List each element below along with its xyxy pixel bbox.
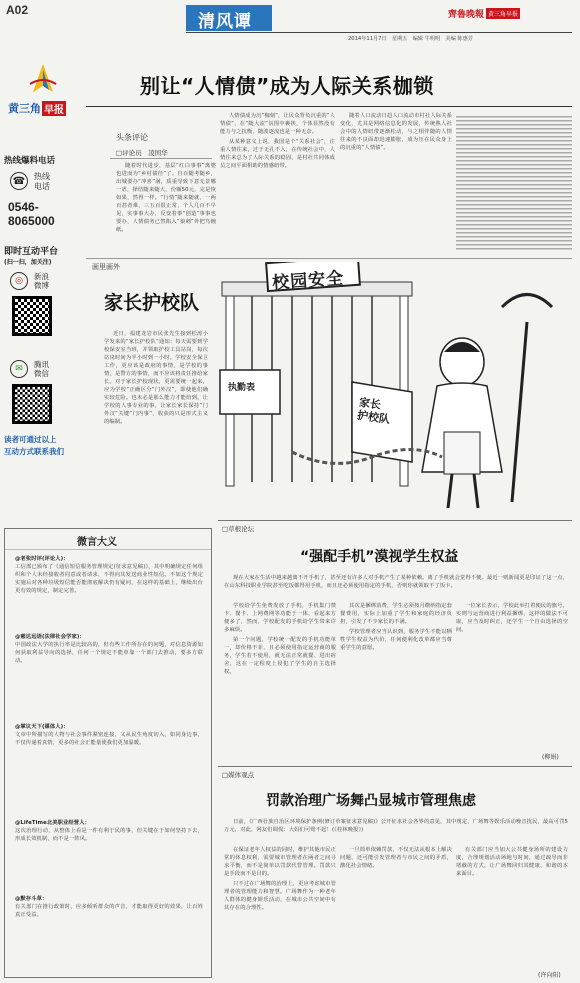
phone-icon: ☎ [10,172,28,190]
cartoon-illustration [212,262,572,512]
article3-p5: 有关部门应当加大公共健身场所的建设力度，合理规划活动场地与时间，通过疏导而非堵截的方式，让广场舞回归其健康、和谐的本来面目。 [456,847,568,877]
weibo-item-text: 文章中所描写的人物与社会事件紧密连接，又从民生角度切入，如同身边事，不仅传递着真情，更多的社会正能量使我们更加温暖。 [15,732,203,746]
weibo-item-text: 有关部门在推行政策时，应多倾听群众的声音，才能取得更好的效果，让百姓真正受益。 [15,904,203,918]
weibo-item-text: 工信部已颁布了《通信短信服务管理规定(征求意见稿)》，其中明确规定任何组织和个人未经接收者同意或者请求，不得向其发送商业性短信。不如这个规定实施后对各种垃圾短信能否能彻底解决仍有疑问，在这样的基础上，继续出台更有效的规定，制定完善。 [15,564,203,594]
interact-sub: (扫一扫，加关注) [4,259,52,266]
page-code: A02 [6,3,29,17]
wechat-label: 腾讯 微信 [34,360,49,378]
headline-rule [86,106,572,107]
wechat-qr-code[interactable] [12,384,52,424]
cartoon-gate-sign: 校园安全 [271,268,345,294]
main-article-p4: 随着人口流动日趋人口流动市村社人际关系变化，尤其是网络信息化的发展，传统熟人社会中的人情纽带逐渐松动，与之相伴随的人情往来的不良面却迅速膨胀，成为压在民众身上的沉重的“人情债”。 [340,113,452,151]
weibo-item-author: @老张时评(评论人)： [15,556,69,562]
phone-label: 热线 电话 [34,172,50,191]
weibo-item [15,555,203,633]
byline: □评论员 凌国华 [116,149,168,157]
header-rule [186,32,572,33]
article3-p1: 日前，《广西壮族自治区环境保护条例(修订草案征求意见稿)》公开征求社会各界的意见，其中规定，广场舞等娱乐活动噪音扰民，最高可罚5万元，对此，网友们调侃：大妈们可赔不起！(《桂林晚报》) [224,819,568,833]
weibo-item [15,723,203,819]
article2-p3: 第一个问题，学校统一配发的手机功能单一，却价格不菲，且必须使用指定运营商的服务，学生若不使用，就无法正常就餐、进出宿舍，这在一定程度上侵犯了学生的自主选择权。 [224,637,336,675]
article3-col1 [224,846,336,978]
logo-text [8,100,66,116]
feature-headline: 家长护校队 [104,292,200,314]
main-headline: 别让“人情债”成为人际关系枷锁 [140,74,434,98]
article2-col3 [456,602,568,752]
sidebar [4,62,82,462]
weibo-box [4,528,212,978]
logo-name: 黄三角 [8,102,41,115]
article2-lead [224,574,568,600]
hotline-title: 热线爆料电话 [4,156,56,166]
article2-p6: 一位家长表示，学校此举打着便民的旗号，实则与运营商进行利益捆绑，这样的做法不可取，应当及时纠正，还学生一个自由选择的空间。 [456,603,568,633]
feature-tag: 画里画外 [92,263,120,271]
article2-col1 [224,602,336,762]
weibo-item [15,819,203,895]
article3-top-rule [218,766,572,767]
article2-headline: “强配手机”漠视学生权益 [300,549,459,565]
byline-rule [110,158,212,159]
weibo-box-title: 微言大义 [77,537,117,548]
article3-signature: (许向阳) [538,972,561,979]
article2-tag: □草根论坛 [222,525,255,533]
masthead-logo [448,7,520,20]
weibo-item-author: @掌议天下(媒体人)： [15,724,69,730]
article2-p5: 学校管理者应当认识到，服务学生不能以牺牲学生权益为代价，任何便利化改革都应当尊重学生的意愿。 [340,629,452,651]
date-line: 2014年11月7日 星期五 编辑 牛明明 美编 陈惠芳 [348,36,473,42]
weibo-qr-code[interactable] [12,296,52,336]
article2-col2 [340,602,452,762]
article2-p1: 现在大家在生活中越来越离不开手机了，甚至还有许多人对手机产生了某种依赖。离了手机就会觉得不便。最近一则新闻更是印证了这一点，在山东科技职业学院甚至吃饭都得用手机，而且还必须使用指定的手机，否则你就领取不了饭卡。 [224,575,568,589]
sidebar-footer-2: 互动方式联系我们 [4,447,64,456]
weibo-label: 新浪 微博 [34,272,49,290]
section-title: 清风谭 [198,12,252,32]
phone-number: 0546- 8065000 [8,200,55,228]
article2-p4: 其次是捆绑消费，学生必须按月缴纳指定套餐费用，实际上加重了学生和家庭的经济负担，引发了不少家长的不满。 [340,603,452,625]
main-article-col3 [340,112,452,250]
weibo-item-author: @慈达远语(法律社会学家)： [15,634,85,640]
main-article-col2 [220,112,335,250]
weibo-icon: ◎ [10,272,28,290]
article3-tag: □媒体观点 [222,771,255,779]
cartoon-armband: 家长 护校队 [356,395,391,427]
weibo-item [15,895,203,971]
feature-body: 近日，福建龙岩市民张先生接到松涛小学发来的“家长护校队”通知：每天需要到学校保安室当班，并领取护校工具站岗，每次站岗时间为半小时到一小时。学校安全保卫工作，更应该是政府的事情，是学校的事情，是警方的事情，而不应该将责任推给家长。对于家长护校现状，更需要统一起来，应为学校“正确区分“门外汉”，即使他们确实较危险。也未必是那么能力才能给到。让学校的人事专业的事，让家长家长保持“门外汉”关键“门内事”，收获的只是形式主义的编制。 [104,331,208,425]
main-article-col4 [456,114,572,250]
weibo-item [15,633,203,723]
weibo-item-text: 这次治理行动，从整体上看是一件有利于民的事，但关键在于如何坚持下去，形成长效机制，而不是一阵风。 [15,828,203,842]
article3-p2: 在保证老年人权益的同时，维护其他市民正常的休息权利，需要城市管理者在两者之间寻求平衡，而不是简单以罚款代替管理。罚款只是手段而不是目的。 [224,847,336,877]
wechat-icon: ✉ [10,360,28,378]
weibo-item-author: @LifeTime北美职业经营人： [15,820,91,826]
logo-sun-icon [26,62,60,96]
weibo-item-text: 中国政法大学的执行率是比较高的，但有些工作所存在的问题，对信息资源如何获取利益导向的选择，任何一个规定不能单靠一个部门去推动，要多方联动。 [15,642,203,664]
column-tag: 头条评论 [116,133,148,142]
article2-p2: 学校给学生免费发放了手机，手机集门禁卡、餐卡、上网费网等功能于一体，看起来方便多了，然而，学校配发的手机给学生带来许多麻烦。 [224,603,336,633]
feature-divider [86,258,572,259]
logo-badge: 早报 [42,101,66,116]
weibo-title-rule [5,549,211,550]
weibo-items [15,555,203,975]
main-article-col1 [116,162,216,247]
article3-p4: 一旦简单依赖罚款，不仅无法从根本上解决问题，还可能引发管理者与市民之间的矛盾，激化社会情绪。 [340,847,452,869]
article2-signature: (柳娟) [542,754,559,761]
main-article-p3: 从某种意义上说，我国是个“关系社会”，注重人情往来，过于无孔不入，在传统社会中，人情往来总为了人际关系的稳固，是村社共同体成员之间平面相助的情感纽带。 [220,139,335,169]
main-article-p2: 人情债成为沉“枷刻”，让民众背负沉重的“人情债”，在“随大流”氛围中裹挟，个体显然没有能力与之抗衡，随波逐流也是一种无奈。 [220,113,335,135]
article2-top-rule [218,520,572,521]
article3-headline: 罚款治理广场舞凸显城市管理焦虑 [266,793,476,809]
masthead-name: 齊魯晚報 [448,10,485,20]
interact-title: 即时互动平台 [4,247,59,257]
article3-p3: 只不过在广场舞的治理上，更应考虑城市管理者的管理能力和智慧。广场舞作为一种老年人群体的健身娱乐活动，在城市公共空间中有其存在的合理性。 [224,881,336,911]
article3-col2 [340,846,452,978]
sidebar-footer-1: 读者可通过以上 [4,435,57,444]
weibo-item-author: @默存斗草： [15,896,48,902]
article3-lead [224,818,568,844]
masthead-sub: 黄三角早报 [486,8,520,19]
main-article-p1: 随着时代进步，基层“红白事事”离婆也进而为“乡村债径”了。自百随考随乡，出城要办“冲喜”满，质重导致下意无景哪一虐，择结随来随大，份额50元，完是恢如果，然得一样。“行情”随来随就，一两百甚者难，三五百很正常，个人几百不早见，实事事大办，反变着事“创造”事事也要办，人情债务已然陷入“狼刺”外把鸟缠纸。 [116,163,216,233]
cartoon-duty-label: 执勤表 [228,383,256,393]
article3-col3 [456,846,568,970]
